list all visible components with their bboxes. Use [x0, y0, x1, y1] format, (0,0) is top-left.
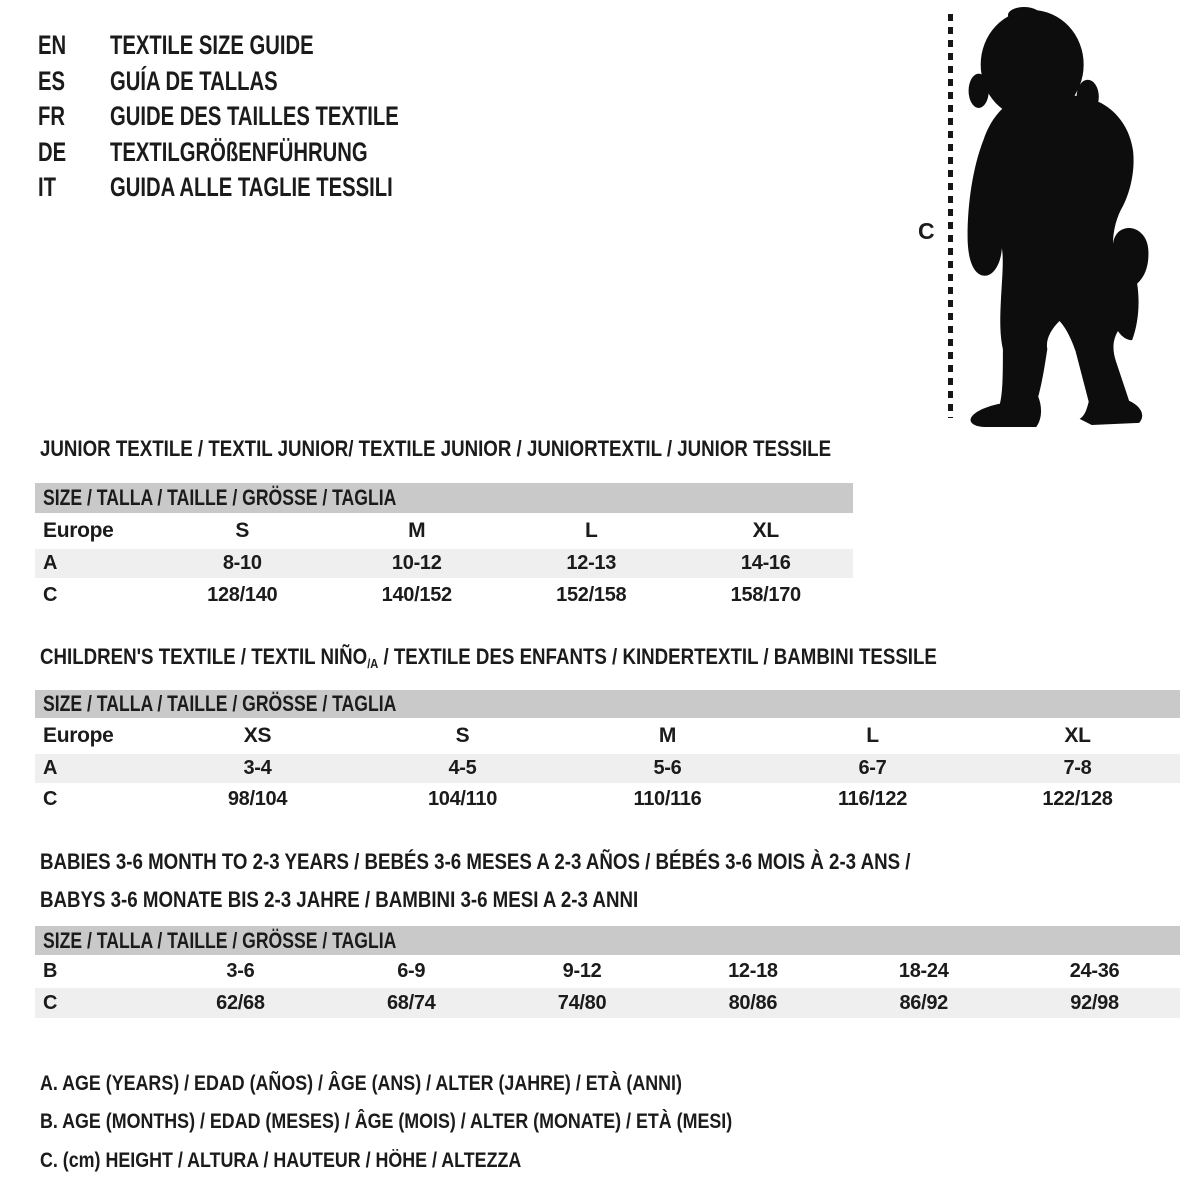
table-cell: 3-4	[243, 757, 272, 779]
table-cell: S	[455, 724, 470, 747]
row-label: C	[43, 583, 58, 606]
language-title: GUÍA DE TALLAS	[110, 65, 278, 96]
row-label: C	[43, 991, 58, 1014]
table-cell: 110/116	[633, 787, 702, 810]
language-code: IT	[38, 172, 56, 203]
language-title: TEXTILE SIZE GUIDE	[110, 30, 314, 61]
table-cell: 128/140	[207, 583, 278, 606]
language-code: FR	[38, 101, 65, 132]
table-cell: M	[658, 724, 677, 747]
table-row	[35, 783, 1180, 815]
table-cell: 18-24	[898, 960, 949, 982]
table-cell: 6-9	[397, 960, 426, 982]
table-cell: XS	[243, 724, 272, 747]
table-cell: S	[235, 519, 250, 542]
table-cell: L	[866, 724, 879, 747]
table-row	[35, 988, 1180, 1018]
row-label: C	[43, 787, 58, 810]
language-row-en	[38, 28, 495, 64]
table-cell: 62/68	[216, 991, 265, 1014]
language-row-es	[38, 64, 495, 100]
table-cell: 92/98	[1070, 991, 1119, 1014]
size-header-bar: SIZE / TALLA / TAILLE / GRÖSSE / TAGLIA	[35, 926, 1180, 955]
junior-size-table	[35, 483, 853, 612]
table-cell: 3-6	[226, 960, 255, 982]
language-header	[38, 28, 495, 206]
table-cell: 8-10	[222, 552, 262, 574]
language-code: EN	[38, 30, 67, 61]
table-cell: 80/86	[728, 991, 778, 1014]
legend-height-cm: C. (cm) HEIGHT / ALTURA / HAUTEUR / HÖHE / ALTEZZA	[40, 1149, 522, 1172]
table-cell: 9-12	[562, 960, 602, 982]
table-cell: 5-6	[653, 757, 682, 779]
table-cell: XL	[752, 519, 779, 542]
table-row	[35, 578, 853, 612]
table-cell: 122/128	[1042, 787, 1113, 810]
table-row	[35, 718, 1180, 754]
row-label: A	[43, 552, 58, 574]
table-row	[35, 754, 1180, 783]
table-cell: 14-16	[740, 552, 791, 574]
table-cell: 104/110	[427, 787, 498, 810]
babies-size-table	[35, 926, 1180, 1018]
babies-section-title-line2: BABYS 3-6 MONATE BIS 2-3 JAHRE / BAMBINI 3-6 MESI A 2-3 ANNI	[40, 887, 639, 912]
table-cell: 140/152	[381, 583, 452, 606]
language-row-it	[38, 170, 495, 206]
title-subscript: /A	[367, 656, 379, 671]
row-label: Europe	[43, 724, 114, 747]
table-cell: 6-7	[858, 757, 887, 779]
height-measure-label: C	[918, 218, 935, 244]
children-size-table	[35, 690, 1180, 815]
language-title: TEXTILGRÖßENFÜHRUNG	[110, 136, 368, 167]
table-cell: 10-12	[391, 552, 442, 574]
table-cell: 4-5	[448, 757, 477, 779]
row-label: B	[43, 960, 58, 982]
table-cell: 152/158	[556, 583, 627, 606]
table-cell: 158/170	[730, 583, 801, 606]
table-row	[35, 549, 853, 578]
height-measure-line	[948, 14, 953, 418]
table-cell: 24-36	[1069, 960, 1120, 982]
row-label: A	[43, 757, 58, 779]
table-cell: 7-8	[1063, 757, 1092, 779]
size-header-bar: SIZE / TALLA / TAILLE / GRÖSSE / TAGLIA	[35, 483, 853, 513]
children-section-title: CHILDREN'S TEXTILE / TEXTIL $NIÑO_{/A}$ / TEXTILE DES ENFANTS / KINDERTEXTIL / BAMBINI TESSILE	[40, 644, 937, 671]
table-cell: 74/80	[557, 991, 607, 1014]
table-cell: 68/74	[386, 991, 436, 1014]
table-cell: XL	[1064, 724, 1091, 747]
table-cell: 12-18	[728, 960, 778, 982]
table-row	[35, 955, 1180, 988]
table-cell: 98/104	[227, 787, 288, 810]
language-row-fr	[38, 99, 495, 135]
row-label: Europe	[43, 519, 114, 542]
language-title: GUIDA ALLE TAGLIE TESSILI	[110, 172, 393, 203]
language-title: GUIDE DES TAILLES TEXTILE	[110, 101, 399, 132]
language-code: DE	[38, 136, 67, 167]
toddler-silhouette-icon	[963, 6, 1170, 430]
table-cell: 86/92	[899, 991, 948, 1014]
table-row	[35, 513, 853, 549]
table-cell: L	[584, 519, 598, 542]
legend-age-months: B. AGE (MONTHS) / EDAD (MESES) / ÂGE (MOIS) / ALTER (MONATE) / ETÀ (MESI)	[40, 1110, 733, 1133]
legend-age-years: A. AGE (YEARS) / EDAD (AÑOS) / ÂGE (ANS) / ALTER (JAHRE) / ETÀ (ANNI)	[40, 1072, 682, 1095]
language-row-de	[38, 135, 495, 171]
language-code: ES	[38, 65, 66, 96]
junior-section-title: JUNIOR TEXTILE / TEXTIL JUNIOR/ TEXTILE JUNIOR / JUNIORTEXTIL / JUNIOR TESSILE	[40, 436, 832, 461]
babies-section-title-line1: BABIES 3-6 MONTH TO 2-3 YEARS / BEBÉS 3-6 MESES A 2-3 AÑOS / BÉBÉS 3-6 MOIS À 2-3 ANS /	[40, 849, 911, 874]
size-header-bar: SIZE / TALLA / TAILLE / GRÖSSE / TAGLIA	[35, 690, 1180, 718]
table-cell: 116/122	[837, 787, 908, 810]
measurement-figure	[900, 0, 1180, 440]
table-cell: M	[408, 519, 426, 542]
table-cell: 12-13	[566, 552, 617, 574]
